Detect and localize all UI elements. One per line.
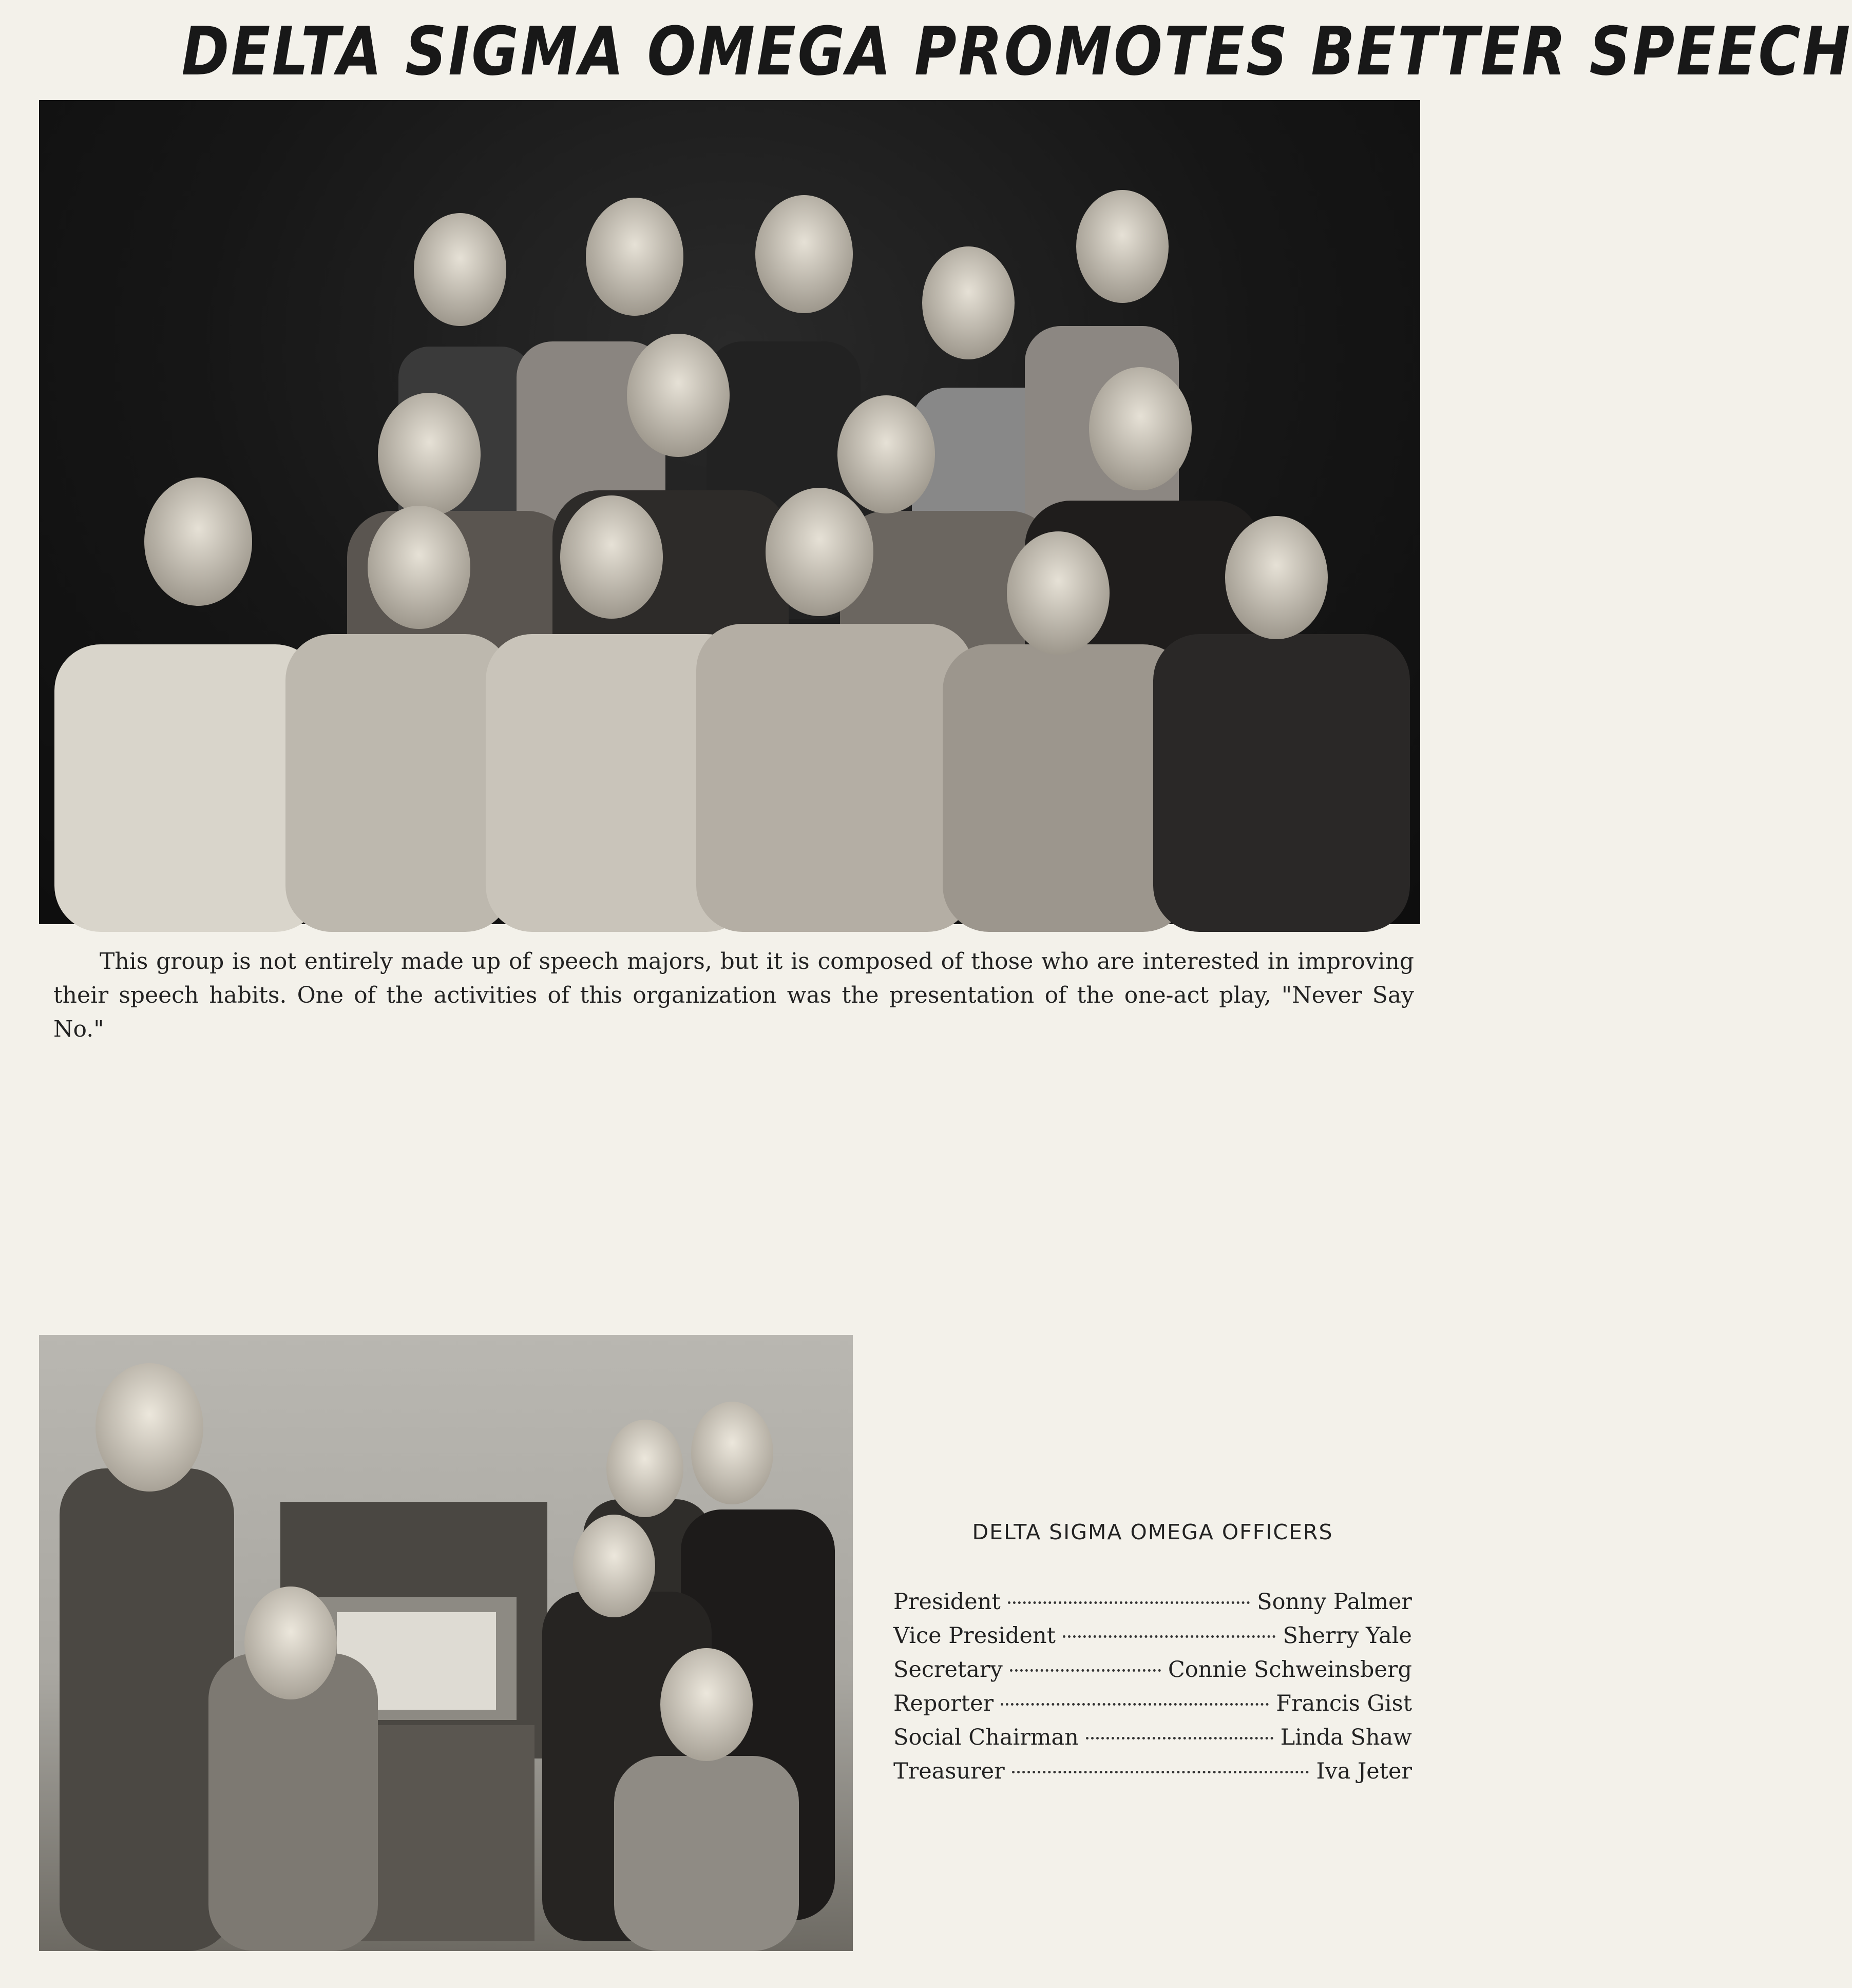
officer-role: Reporter xyxy=(893,1691,994,1716)
leader-dots xyxy=(1086,1737,1273,1740)
officer-name: Sherry Yale xyxy=(1283,1623,1412,1649)
officer-row xyxy=(893,1758,1412,1792)
officer-name: Sonny Palmer xyxy=(1257,1589,1412,1615)
officer-row xyxy=(893,1623,1412,1657)
officer-role: Vice President xyxy=(893,1623,1056,1649)
leader-dots xyxy=(1001,1703,1269,1706)
officer-row xyxy=(893,1725,1412,1758)
leader-dots xyxy=(1008,1601,1250,1604)
officer-row xyxy=(893,1589,1412,1623)
officers-heading: DELTA SIGMA OMEGA OFFICERS xyxy=(972,1520,1333,1544)
group-photo xyxy=(39,100,1420,924)
leader-dots xyxy=(1010,1669,1161,1672)
officer-name: Connie Schweinsberg xyxy=(1168,1657,1412,1683)
stage-model-photo xyxy=(39,1335,853,1951)
officer-row xyxy=(893,1657,1412,1691)
group-photo-illustration xyxy=(39,100,1420,924)
officer-row xyxy=(893,1691,1412,1725)
stage-model-photo-illustration xyxy=(39,1335,853,1951)
officer-name: Iva Jeter xyxy=(1316,1758,1412,1784)
officer-role: President xyxy=(893,1589,1001,1615)
officer-name: Linda Shaw xyxy=(1280,1725,1412,1750)
officer-name: Francis Gist xyxy=(1276,1691,1412,1716)
officer-role: Social Chairman xyxy=(893,1725,1079,1750)
photo-caption: This group is not entirely made up of speech majors, but it is composed of those who are interested in improving their speech habits. One of the activities of this organization was the presentation of the one-act play, "Never Say No." xyxy=(53,948,1414,1042)
officer-role: Treasurer xyxy=(893,1758,1005,1784)
officer-role: Secretary xyxy=(893,1657,1003,1683)
page-title: DELTA SIGMA OMEGA PROMOTES BETTER SPEECH xyxy=(181,12,1852,90)
leader-dots xyxy=(1063,1635,1275,1638)
leader-dots xyxy=(1012,1771,1309,1773)
officers-list xyxy=(893,1589,1412,1792)
